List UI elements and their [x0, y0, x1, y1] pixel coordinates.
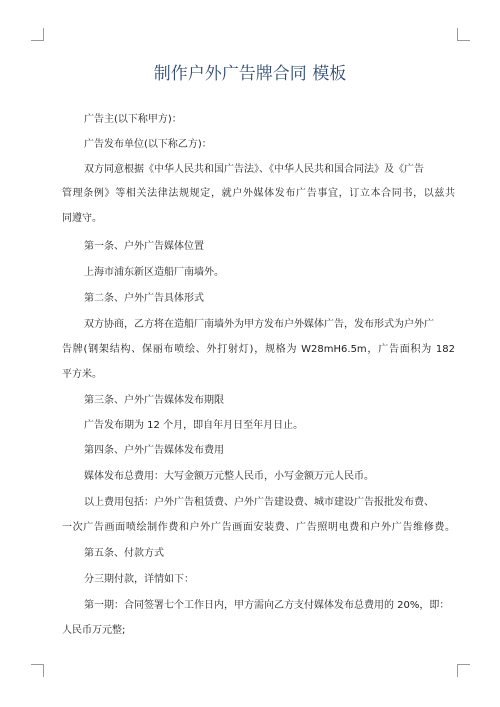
- article-2-heading: 第二条、户外广告具体形式: [84, 293, 204, 304]
- article-4-content-fee-scope-line-1: 以上费用包括：户外广告租赁费、户外广告建设费、城市建设广告报批发布费、: [84, 497, 434, 508]
- article-4-heading: 第四条、户外广告媒体发布费用: [84, 445, 224, 456]
- article-5-content-installments: 分三期付款，详情如下：: [84, 574, 194, 585]
- page-corner-mark-bottom-left: [31, 664, 44, 677]
- paragraph-agreement-line-1: 双方同意根据《中华人民共和国广告法》、《中华人民共和国合同法》及《广告: [84, 164, 424, 175]
- paragraph-party-b: 广告发布单位(以下称乙方)：: [84, 139, 212, 150]
- article-4-content-fee-scope-line-2: 一次广告画面喷绘制作费和户外广告画面安装费、广告照明电费和户外广告维修费。: [62, 522, 455, 533]
- article-1-heading: 第一条、户外广告媒体位置: [84, 241, 204, 252]
- article-2-content-line-1: 双方协商，乙方将在造船厂南墙外为甲方发布户外媒体广告，发布形式为户外广: [84, 319, 434, 330]
- article-3-heading: 第三条、户外广告媒体发布期限: [84, 395, 224, 406]
- article-5-content-phase-1-line-1: 第一期：合同签署七个工作日内，甲方需向乙方支付媒体发布总费用的 20%，即：: [84, 600, 450, 611]
- paragraph-party-a: 广告主(以下称甲方)：: [84, 114, 182, 125]
- page-corner-mark-bottom-right: [457, 664, 470, 677]
- article-1-content: 上海市浦东新区造船厂南墙外。: [84, 267, 224, 278]
- article-5-heading: 第五条、付款方式: [84, 548, 164, 559]
- article-5-content-phase-1-line-2: 人民币万元整;: [62, 625, 126, 636]
- article-4-content-total-fee: 媒体发布总费用：大写金额万元整人民币，小写金额万元人民币。: [84, 471, 374, 482]
- paragraph-agreement-line-2: 管理条例》等相关法律法规规定，就户外媒体发布广告事宜，订立本合同书，以兹共: [62, 188, 455, 199]
- paragraph-agreement-line-3: 同遵守。: [62, 213, 102, 224]
- document-title: 制作户外广告牌合同 模板: [153, 64, 347, 84]
- page-corner-mark-top-right: [457, 28, 470, 41]
- article-2-content-line-2: 告牌(钢架结构、保丽布喷绘、外打射灯)，规格为 W28mH6.5m，广告面积为 182: [62, 344, 455, 355]
- article-2-content-line-3: 平方米。: [62, 369, 102, 380]
- page-corner-mark-top-left: [31, 28, 44, 41]
- article-3-content: 广告发布期为 12 个月，即自年月日至年月日止。: [84, 420, 304, 431]
